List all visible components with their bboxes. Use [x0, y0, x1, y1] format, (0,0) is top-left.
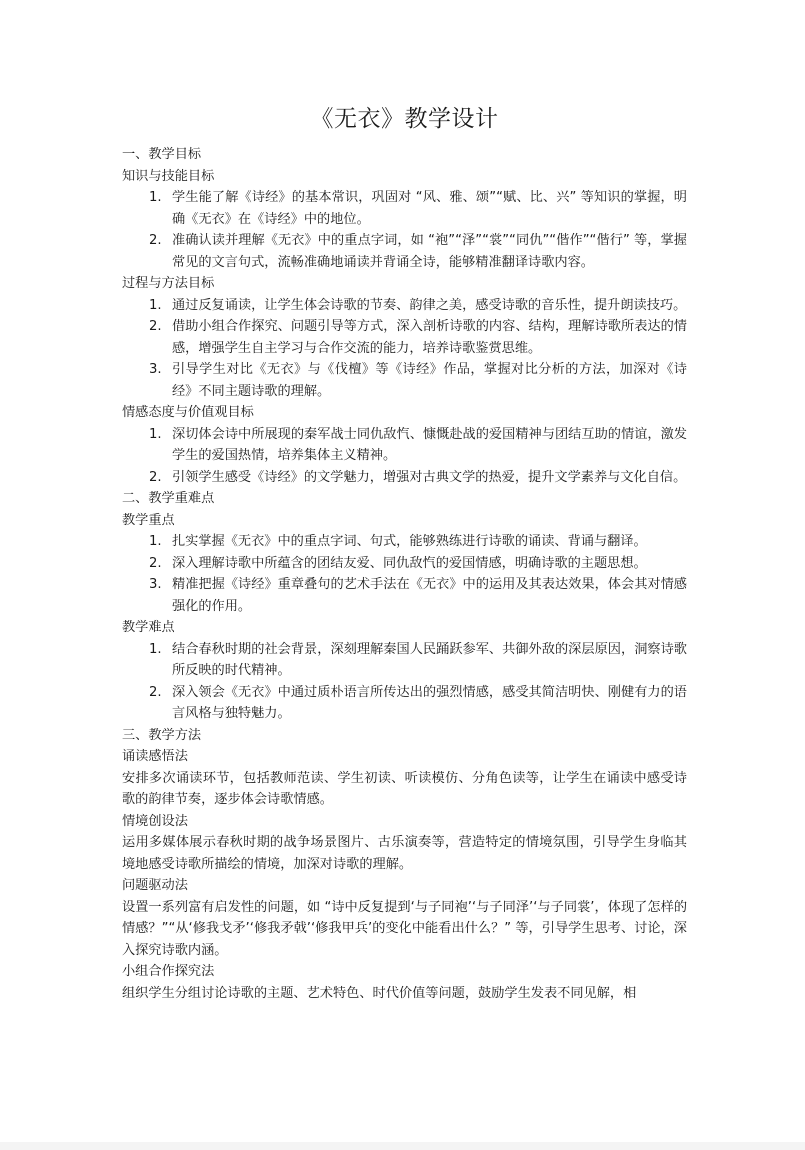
list-item-number: 2. [149, 319, 162, 334]
section-heading: 教学重点 [122, 512, 175, 528]
list-item [122, 295, 687, 317]
list-item-number: 1. [149, 190, 162, 205]
numbered-list [122, 639, 687, 725]
section-heading: 一、教学目标 [122, 147, 202, 162]
numbered-list [122, 295, 687, 403]
list-item [122, 682, 687, 725]
section-heading: 诵读感悟法 [122, 749, 188, 764]
list-item-text: 扎实掌握《无衣》中的重点字词、句式，能够熟练进行诗歌的诵读、背诵与翻译。 [172, 534, 647, 549]
numbered-list [122, 424, 687, 489]
list-item-number: 3. [149, 577, 162, 592]
list-item-number: 1. [149, 426, 162, 442]
list-item [122, 531, 687, 553]
list-item-number: 1. [149, 297, 162, 313]
list-item-text: 准确认读并理解《无衣》中的重点字词，如 “袍”“泽”“裳”“同仇”“偕作”“偕行” 等，掌握常见的文言句式，流畅准确地诵读并背诵全诗，能够精准翻译诗歌内容。 [172, 233, 687, 270]
list-item-text: 学生能了解《诗经》的基本常识，巩固对 “风、雅、颂”“赋、比、兴” 等知识的掌握，明确《无衣》在《诗经》中的地位。 [172, 190, 687, 227]
list-item [122, 467, 687, 489]
list-item-number: 2. [149, 684, 162, 700]
list-item-text: 借助小组合作探究、问题引导等方式，深入剖析诗歌的内容、结构，理解诗歌所表达的情感，增强学生自主学习与合作交流的能力，培养诗歌鉴赏思维。 [172, 319, 687, 356]
list-item-number: 2. [149, 469, 162, 485]
list-item [122, 553, 687, 575]
list-item-number: 1. [149, 534, 162, 549]
list-item [122, 639, 687, 682]
list-item-number: 2. [149, 233, 162, 248]
section-heading: 二、教学重难点 [122, 491, 215, 506]
list-item [122, 187, 687, 230]
numbered-list [122, 531, 687, 617]
list-item [122, 574, 687, 617]
section-heading: 三、教学方法 [122, 727, 202, 743]
section-heading: 知识与技能目标 [122, 168, 215, 184]
list-item [122, 230, 687, 273]
section-heading: 情感态度与价值观目标 [122, 405, 254, 420]
document-body [122, 144, 687, 1004]
list-item-text: 精准把握《诗经》重章叠句的艺术手法在《无衣》中的运用及其表达效果，体会其对情感强化的作用。 [172, 577, 687, 614]
numbered-list [122, 187, 687, 273]
list-item-text: 引导学生对比《无衣》与《伐檀》等《诗经》作品，掌握对比分析的方法，加深对《诗经》不同主题诗歌的理解。 [172, 362, 687, 399]
list-item-text: 深入领会《无衣》中通过质朴语言所传达出的强烈情感，感受其简洁明快、刚健有力的语言风格与独特魅力。 [172, 684, 687, 721]
list-item [122, 316, 687, 359]
list-item-number: 2. [149, 555, 162, 571]
list-item-number: 3. [149, 362, 162, 377]
section-heading: 过程与方法目标 [122, 276, 215, 291]
section-heading: 教学难点 [122, 620, 175, 635]
list-item-number: 1. [149, 641, 162, 657]
list-item-text: 通过反复诵读，让学生体会诗歌的节奏、韵律之美，感受诗歌的音乐性，提升朗读技巧。 [172, 297, 687, 313]
paragraph: 运用多媒体展示春秋时期的战争场景图片、古乐演奏等，营造特定的情境氛围，引导学生身临其境地感受诗歌所描绘的情境，加深对诗歌的理解。 [122, 835, 687, 872]
list-item-text: 引领学生感受《诗经》的文学魅力，增强对古典文学的热爱，提升文学素养与文化自信。 [172, 469, 687, 485]
paragraph: 安排多次诵读环节，包括教师范读、学生初读、听读模仿、分角色读等，让学生在诵读中感受诗歌的韵律节奏，逐步体会诗歌情感。 [122, 770, 687, 807]
list-item-text: 结合春秋时期的社会背景，深刻理解秦国人民踊跃参军、共御外敌的深层原因，洞察诗歌所反映的时代精神。 [172, 641, 687, 678]
section-heading: 小组合作探究法 [122, 964, 215, 979]
document-content [122, 104, 687, 1004]
document-title: 《无衣》教学设计 [310, 106, 499, 132]
list-item-text: 深切体会诗中所展现的秦军战士同仇敌忾、慷慨赴战的爱国精神与团结互助的情谊，激发学生的爱国热情，培养集体主义精神。 [172, 426, 687, 463]
section-heading: 情境创设法 [122, 813, 188, 829]
section-heading: 问题驱动法 [122, 878, 188, 893]
list-item [122, 424, 687, 467]
paragraph: 设置一系列富有启发性的问题，如 “诗中反复提到‘与子同袍’‘与子同泽’‘与子同裳’，体现了怎样的情感？”“从‘修我戈矛’‘修我矛戟’‘修我甲兵’的变化中能看出什么？” 等，引导学生思考、讨论，深入探究诗歌内涵。 [122, 899, 687, 958]
list-item-text: 深入理解诗歌中所蕴含的团结友爱、同仇敌忾的爱国情感，明确诗歌的主题思想。 [172, 555, 647, 571]
paragraph: 组织学生分组讨论诗歌的主题、艺术特色、时代价值等问题，鼓励学生发表不同见解，相 [122, 985, 637, 1001]
list-item [122, 359, 687, 402]
